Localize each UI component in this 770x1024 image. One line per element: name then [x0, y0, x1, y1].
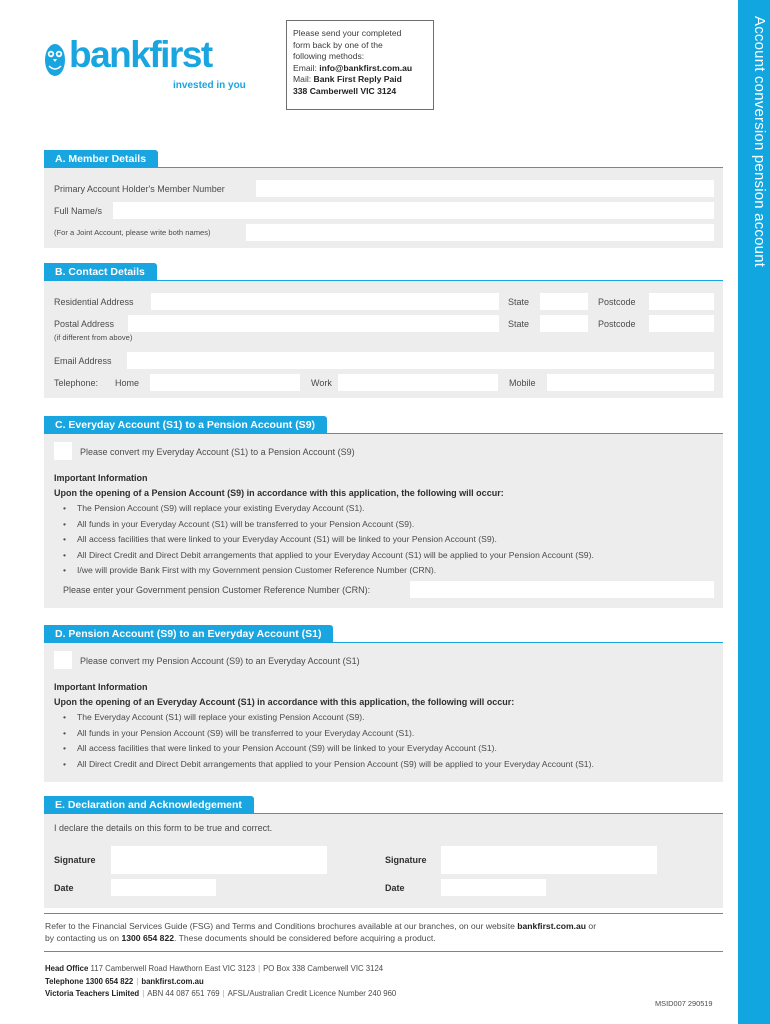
residential-address-label: Residential Address	[54, 297, 134, 307]
section-c-important-title: Important Information	[54, 473, 148, 483]
postal-address-label: Postal Address	[54, 319, 115, 329]
email-address-field[interactable]	[127, 352, 714, 369]
section-c-bullets	[59, 503, 594, 581]
declaration-text: I declare the details on this form to be true and correct.	[54, 823, 273, 833]
section-e-title: E. Declaration and Acknowledgement	[44, 796, 254, 814]
document-id: MSID007 290519	[655, 999, 713, 1008]
fsg-line-1: Refer to the Financial Services Guide (FSG) and Terms and Conditions brochures available at our branches, on our website bankfirst.com.au or	[45, 921, 597, 931]
signature-2-field[interactable]	[441, 846, 657, 874]
section-a-title: A. Member Details	[44, 150, 158, 168]
section-d-important-title: Important Information	[54, 682, 148, 692]
list-item: • The Everyday Account (S1) will replace your existing Pension Account (S9).	[59, 712, 594, 728]
postal-postcode-label: Postcode	[598, 319, 636, 329]
section-c-intro: Upon the opening of a Pension Account (S9) in accordance with this application, the following will occur:	[54, 488, 504, 498]
date-2-field[interactable]	[441, 879, 546, 896]
postal-address-field[interactable]	[128, 315, 499, 332]
home-phone-field[interactable]	[150, 374, 300, 391]
owl-icon	[44, 42, 66, 78]
section-d-intro: Upon the opening of an Everyday Account (S1) in accordance with this application, the following will occur:	[54, 697, 515, 707]
postal-postcode-field[interactable]	[649, 315, 714, 332]
section-d-bullets	[59, 712, 594, 774]
head-office-line: Head Office 117 Camberwell Road Hawthorn East VIC 3123 | PO Box 338 Camberwell VIC 3124	[45, 964, 384, 973]
section-b-rule	[44, 280, 723, 281]
footer-divider	[44, 913, 723, 914]
member-number-label: Primary Account Holder's Member Number	[54, 184, 225, 194]
signature-1-label: Signature	[54, 855, 96, 865]
convert-to-pension-label: Please convert my Everyday Account (S1) to a Pension Account (S9)	[80, 447, 355, 457]
telephone-label: Telephone:	[54, 378, 99, 388]
crn-field[interactable]	[410, 581, 714, 598]
section-a-rule	[44, 167, 723, 168]
logo-wordmark: bankfirst	[69, 34, 212, 75]
residential-state-label: State	[508, 297, 530, 307]
list-item: • I/we will provide Bank First with my Government pension Customer Reference Number (CRN).	[59, 565, 594, 581]
convert-to-everyday-checkbox[interactable]	[54, 651, 72, 669]
list-item: • All access facilities that were linked to your Pension Account (S9) will be linked to your Everyday Account (S1).	[59, 743, 594, 759]
work-phone-field[interactable]	[338, 374, 498, 391]
convert-to-pension-checkbox[interactable]	[54, 442, 72, 460]
mobile-phone-label: Mobile	[509, 378, 536, 388]
return-email: info@bankfirst.com.au	[319, 62, 413, 73]
website-link[interactable]: bankfirst.com.au	[517, 921, 587, 931]
signature-1-field[interactable]	[111, 846, 327, 874]
full-name-label: Full Name/s	[54, 206, 103, 216]
member-number-field[interactable]	[256, 180, 714, 197]
section-c-title: C. Everyday Account (S1) to a Pension Account (S9)	[44, 416, 327, 434]
footer-divider-2	[44, 951, 723, 952]
signature-2-label: Signature	[385, 855, 427, 865]
section-e-rule	[44, 813, 723, 814]
residential-postcode-label: Postcode	[598, 297, 636, 307]
residential-postcode-field[interactable]	[649, 293, 714, 310]
postal-state-field[interactable]	[540, 315, 588, 332]
side-title: Account conversion pension account	[751, 16, 768, 268]
postal-state-label: State	[508, 319, 530, 329]
work-phone-label: Work	[311, 378, 332, 388]
full-name-field[interactable]	[113, 202, 714, 219]
bankfirst-logo	[44, 34, 264, 98]
logo-tagline: invested in you	[173, 80, 246, 91]
list-item: • All funds in your Everyday Account (S1) will be transferred to your Pension Account (S9).	[59, 519, 594, 535]
telephone-line: Telephone 1300 654 822 | bankfirst.com.au	[45, 977, 204, 986]
list-item: • All Direct Credit and Direct Debit arrangements that applied to your Everyday Account (S1) will be applied to your Pension Account (S9).	[59, 550, 594, 566]
convert-to-everyday-label: Please convert my Pension Account (S9) to an Everyday Account (S1)	[80, 656, 360, 666]
fsg-line-2: by contacting us on 1300 654 822. These documents should be considered before acquiring a product.	[45, 933, 436, 943]
home-phone-label: Home	[115, 378, 140, 388]
date-1-field[interactable]	[111, 879, 216, 896]
section-d-rule	[44, 642, 723, 643]
section-b-title: B. Contact Details	[44, 263, 157, 281]
list-item: • All access facilities that were linked to your Everyday Account (S1) will be linked to your Pension Account (S9).	[59, 534, 594, 550]
crn-label: Please enter your Government pension Customer Reference Number (CRN):	[63, 585, 371, 595]
email-address-label: Email Address	[54, 356, 112, 366]
residential-address-field[interactable]	[151, 293, 499, 310]
company-line: Victoria Teachers Limited | ABN 44 087 651 769 | AFSL/Australian Credit Licence Number 240 960	[45, 989, 397, 998]
joint-account-note: (For a Joint Account, please write both names)	[54, 228, 211, 237]
phone-number: 1300 654 822	[121, 933, 175, 943]
section-c-rule	[44, 433, 723, 434]
mobile-phone-field[interactable]	[547, 374, 714, 391]
list-item: • All Direct Credit and Direct Debit arrangements that applied to your Pension Account (S9) will be applied to your Everyday Account (S1).	[59, 759, 594, 775]
section-d-title: D. Pension Account (S9) to an Everyday Account (S1)	[44, 625, 333, 643]
residential-state-field[interactable]	[540, 293, 588, 310]
list-item: • All funds in your Pension Account (S9) will be transferred to your Everyday Account (S1).	[59, 728, 594, 744]
joint-name-field[interactable]	[246, 224, 714, 241]
list-item: • The Pension Account (S9) will replace your existing Everyday Account (S1).	[59, 503, 594, 519]
return-instructions-box: Please send your completed form back by one of the following methods: Email: info@bankfirst.com.au Mail: Bank First Reply Paid 338 Camberwell VIC 3124	[286, 20, 434, 110]
postal-address-note: (if different from above)	[54, 333, 133, 342]
date-2-label: Date	[385, 883, 405, 893]
date-1-label: Date	[54, 883, 74, 893]
